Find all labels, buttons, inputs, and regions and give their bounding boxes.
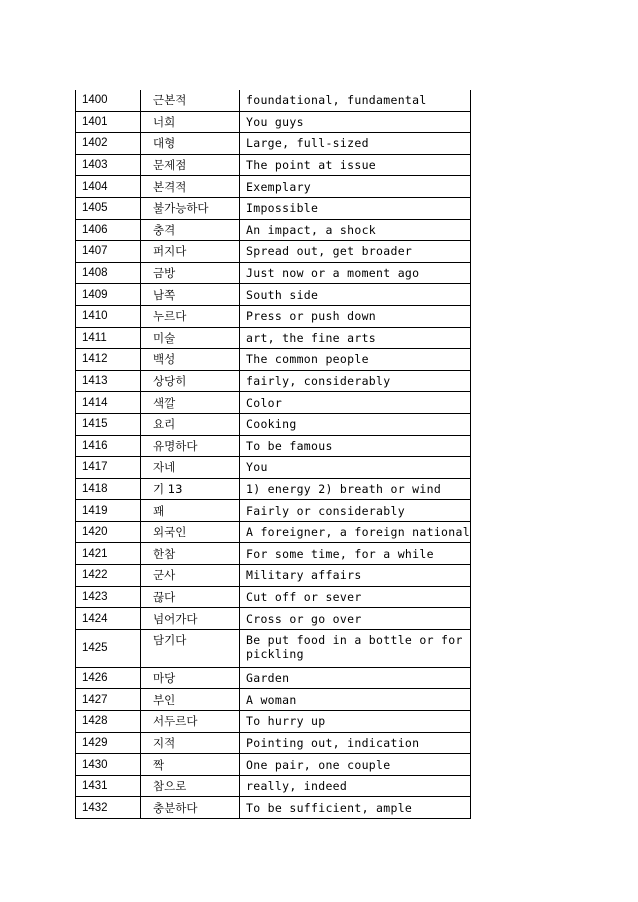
table-row bbox=[76, 241, 471, 263]
entry-number: 1421 bbox=[76, 543, 141, 565]
korean-word: 금방 bbox=[141, 262, 240, 284]
korean-word: 기 13 bbox=[141, 478, 240, 500]
entry-number: 1414 bbox=[76, 392, 141, 414]
table-row bbox=[76, 521, 471, 543]
english-meaning: To be sufficient, ample bbox=[240, 797, 471, 819]
korean-word: 자네 bbox=[141, 457, 240, 479]
korean-word: 불가능하다 bbox=[141, 197, 240, 219]
entry-number: 1420 bbox=[76, 521, 141, 543]
english-meaning: Garden bbox=[240, 667, 471, 689]
vocabulary-table bbox=[75, 90, 471, 819]
table-row bbox=[76, 392, 471, 414]
english-meaning: really, indeed bbox=[240, 775, 471, 797]
table-row bbox=[76, 219, 471, 241]
korean-word: 남쪽 bbox=[141, 284, 240, 306]
table-row bbox=[76, 754, 471, 776]
english-meaning: 1) energy 2) breath or wind bbox=[240, 478, 471, 500]
entry-number: 1401 bbox=[76, 111, 141, 133]
table-row bbox=[76, 133, 471, 155]
entry-number: 1431 bbox=[76, 775, 141, 797]
english-meaning: Fairly or considerably bbox=[240, 500, 471, 522]
korean-word: 참으로 bbox=[141, 775, 240, 797]
table-row bbox=[76, 667, 471, 689]
english-meaning: A woman bbox=[240, 689, 471, 711]
english-meaning: Military affairs bbox=[240, 565, 471, 587]
entry-number: 1430 bbox=[76, 754, 141, 776]
entry-number: 1415 bbox=[76, 413, 141, 435]
korean-word: 마당 bbox=[141, 667, 240, 689]
english-meaning: For some time, for a while bbox=[240, 543, 471, 565]
table-row bbox=[76, 176, 471, 198]
english-meaning: Exemplary bbox=[240, 176, 471, 198]
english-meaning: foundational, fundamental bbox=[240, 90, 471, 111]
table-row bbox=[76, 565, 471, 587]
table-row bbox=[76, 349, 471, 371]
entry-number: 1412 bbox=[76, 349, 141, 371]
table-row bbox=[76, 197, 471, 219]
table-row bbox=[76, 90, 471, 111]
entry-number: 1404 bbox=[76, 176, 141, 198]
english-meaning: To hurry up bbox=[240, 711, 471, 733]
korean-word: 문제점 bbox=[141, 154, 240, 176]
english-meaning: The common people bbox=[240, 349, 471, 371]
entry-number: 1403 bbox=[76, 154, 141, 176]
table-row bbox=[76, 689, 471, 711]
korean-word: 미술 bbox=[141, 327, 240, 349]
entry-number: 1427 bbox=[76, 689, 141, 711]
korean-word: 근본적 bbox=[141, 90, 240, 111]
english-meaning: Pointing out, indication bbox=[240, 732, 471, 754]
entry-number: 1402 bbox=[76, 133, 141, 155]
entry-number: 1425 bbox=[76, 629, 141, 667]
table-row bbox=[76, 732, 471, 754]
entry-number: 1428 bbox=[76, 711, 141, 733]
korean-word: 요리 bbox=[141, 413, 240, 435]
table-row bbox=[76, 543, 471, 565]
korean-word: 본격적 bbox=[141, 176, 240, 198]
table-row bbox=[76, 797, 471, 819]
table-row bbox=[76, 478, 471, 500]
english-meaning: Just now or a moment ago bbox=[240, 262, 471, 284]
english-meaning: art, the fine arts bbox=[240, 327, 471, 349]
table-row bbox=[76, 500, 471, 522]
table-row bbox=[76, 435, 471, 457]
korean-word: 대형 bbox=[141, 133, 240, 155]
entry-number: 1419 bbox=[76, 500, 141, 522]
table-row bbox=[76, 262, 471, 284]
entry-number: 1407 bbox=[76, 241, 141, 263]
english-meaning: The point at issue bbox=[240, 154, 471, 176]
korean-word: 한참 bbox=[141, 543, 240, 565]
table-row bbox=[76, 111, 471, 133]
entry-number: 1408 bbox=[76, 262, 141, 284]
entry-number: 1423 bbox=[76, 586, 141, 608]
entry-number: 1417 bbox=[76, 457, 141, 479]
entry-number: 1405 bbox=[76, 197, 141, 219]
english-meaning: Cut off or sever bbox=[240, 586, 471, 608]
korean-word: 짝 bbox=[141, 754, 240, 776]
entry-number: 1411 bbox=[76, 327, 141, 349]
korean-word: 충분하다 bbox=[141, 797, 240, 819]
entry-number: 1418 bbox=[76, 478, 141, 500]
table-row bbox=[76, 586, 471, 608]
korean-word: 지적 bbox=[141, 732, 240, 754]
english-meaning: Color bbox=[240, 392, 471, 414]
korean-word: 백성 bbox=[141, 349, 240, 371]
english-meaning: You bbox=[240, 457, 471, 479]
entry-number: 1416 bbox=[76, 435, 141, 457]
korean-word: 너희 bbox=[141, 111, 240, 133]
korean-word: 서두르다 bbox=[141, 711, 240, 733]
table-row bbox=[76, 327, 471, 349]
english-meaning: Impossible bbox=[240, 197, 471, 219]
english-meaning: South side bbox=[240, 284, 471, 306]
korean-word: 끊다 bbox=[141, 586, 240, 608]
table-row bbox=[76, 154, 471, 176]
korean-word: 군사 bbox=[141, 565, 240, 587]
english-meaning: Press or push down bbox=[240, 305, 471, 327]
korean-word: 유명하다 bbox=[141, 435, 240, 457]
english-meaning: Be put food in a bottle or for pickling bbox=[240, 629, 471, 667]
english-meaning: An impact, a shock bbox=[240, 219, 471, 241]
english-meaning: One pair, one couple bbox=[240, 754, 471, 776]
english-meaning: fairly, considerably bbox=[240, 370, 471, 392]
english-meaning: To be famous bbox=[240, 435, 471, 457]
table-row bbox=[76, 370, 471, 392]
korean-word: 담기다 bbox=[141, 629, 240, 667]
korean-word: 상당히 bbox=[141, 370, 240, 392]
table-row bbox=[76, 305, 471, 327]
english-meaning: Cooking bbox=[240, 413, 471, 435]
english-meaning: Spread out, get broader bbox=[240, 241, 471, 263]
entry-number: 1432 bbox=[76, 797, 141, 819]
english-meaning: A foreigner, a foreign national bbox=[240, 521, 471, 543]
korean-word: 외국인 bbox=[141, 521, 240, 543]
vocabulary-table-body bbox=[76, 90, 471, 819]
table-row bbox=[76, 457, 471, 479]
korean-word: 꽤 bbox=[141, 500, 240, 522]
table-row bbox=[76, 711, 471, 733]
entry-number: 1406 bbox=[76, 219, 141, 241]
entry-number: 1422 bbox=[76, 565, 141, 587]
korean-word: 누르다 bbox=[141, 305, 240, 327]
english-meaning: Cross or go over bbox=[240, 608, 471, 630]
korean-word: 색깔 bbox=[141, 392, 240, 414]
table-row bbox=[76, 629, 471, 667]
entry-number: 1424 bbox=[76, 608, 141, 630]
korean-word: 퍼지다 bbox=[141, 241, 240, 263]
entry-number: 1400 bbox=[76, 90, 141, 111]
english-meaning: You guys bbox=[240, 111, 471, 133]
korean-word: 부인 bbox=[141, 689, 240, 711]
entry-number: 1426 bbox=[76, 667, 141, 689]
table-row bbox=[76, 413, 471, 435]
english-meaning: Large, full-sized bbox=[240, 133, 471, 155]
korean-word: 넘어가다 bbox=[141, 608, 240, 630]
entry-number: 1410 bbox=[76, 305, 141, 327]
entry-number: 1409 bbox=[76, 284, 141, 306]
table-row bbox=[76, 775, 471, 797]
entry-number: 1413 bbox=[76, 370, 141, 392]
korean-word: 충격 bbox=[141, 219, 240, 241]
table-row bbox=[76, 608, 471, 630]
table-row bbox=[76, 284, 471, 306]
entry-number: 1429 bbox=[76, 732, 141, 754]
